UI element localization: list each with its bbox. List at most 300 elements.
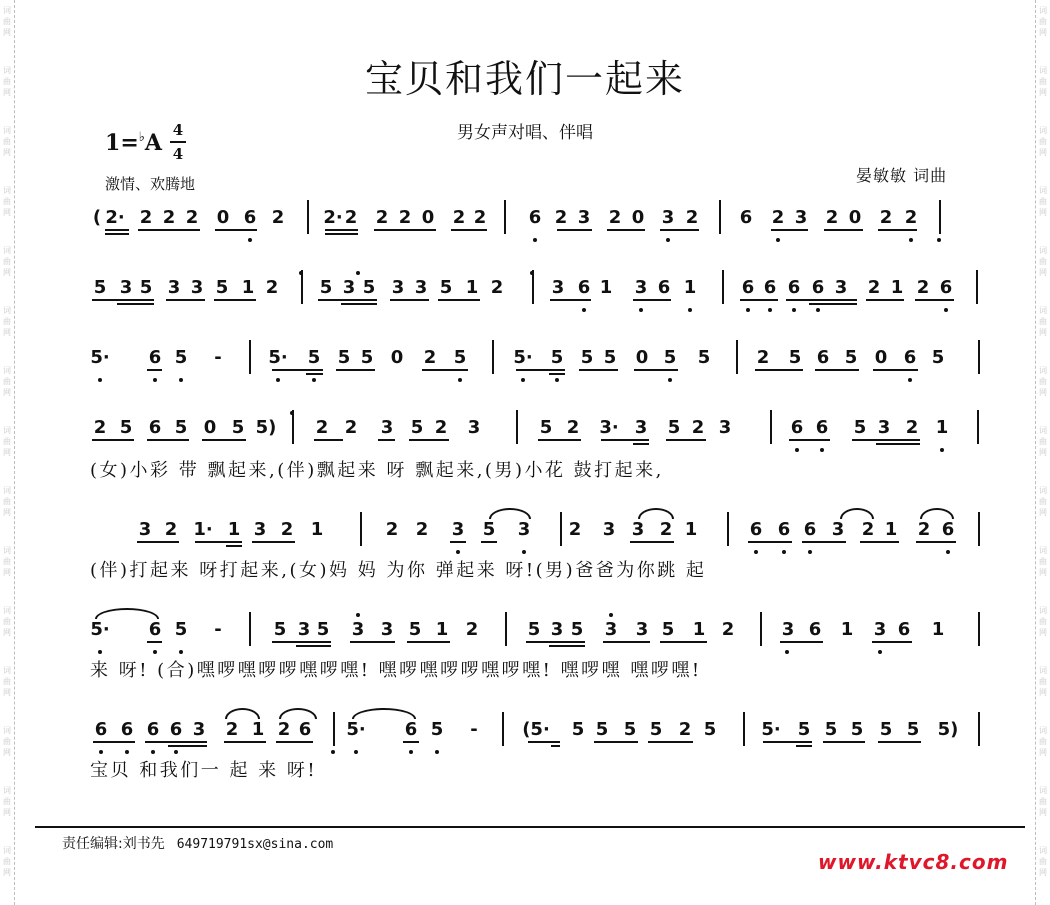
note: 6 bbox=[169, 719, 183, 740]
barline bbox=[502, 712, 504, 746]
watermark-glyph: 词 bbox=[1039, 546, 1047, 555]
watermark-glyph: 网 bbox=[1039, 688, 1047, 697]
watermark-glyph: 曲 bbox=[3, 857, 11, 866]
watermark-glyph: 网 bbox=[3, 868, 11, 877]
watermark-glyph: 词 bbox=[3, 786, 11, 795]
note: 5 bbox=[362, 277, 376, 298]
watermark-glyph: 网 bbox=[3, 688, 11, 697]
note: 1 bbox=[241, 277, 255, 298]
note: 5 bbox=[453, 347, 467, 368]
watermark-glyph: 网 bbox=[1039, 28, 1047, 37]
note: 2 bbox=[398, 207, 412, 228]
barline bbox=[505, 612, 507, 646]
underline bbox=[314, 439, 343, 441]
note: 1 bbox=[684, 519, 698, 540]
low-octave-dot bbox=[555, 378, 559, 382]
note: 3 bbox=[794, 207, 808, 228]
note: 5 bbox=[174, 619, 188, 640]
underline bbox=[634, 369, 678, 371]
barline bbox=[722, 270, 724, 304]
watermark-glyph: 曲 bbox=[3, 197, 11, 206]
watermark-glyph: 词 bbox=[3, 246, 11, 255]
note: 2 bbox=[265, 277, 279, 298]
note: 3 bbox=[517, 519, 531, 540]
note: 6 bbox=[803, 519, 817, 540]
watermark-glyph: 词 bbox=[3, 426, 11, 435]
watermark-glyph: 网 bbox=[3, 388, 11, 397]
underline bbox=[852, 439, 920, 441]
watermark-glyph: 网 bbox=[1039, 328, 1047, 337]
underline bbox=[214, 299, 256, 301]
low-octave-dot bbox=[639, 308, 643, 312]
flat-sign: ♭ bbox=[138, 130, 145, 145]
watermark-glyph: 网 bbox=[1039, 748, 1047, 757]
note: 1 bbox=[251, 719, 265, 740]
note: 2 bbox=[344, 417, 358, 438]
watermark-glyph: 词 bbox=[1039, 306, 1047, 315]
watermark-glyph: 词 bbox=[3, 366, 11, 375]
watermark-glyph: 词 bbox=[1039, 186, 1047, 195]
key-eq: = bbox=[120, 130, 139, 156]
watermark-glyph: 网 bbox=[1039, 88, 1047, 97]
watermark-glyph: 网 bbox=[3, 448, 11, 457]
low-octave-dot bbox=[820, 448, 824, 452]
underline bbox=[306, 373, 323, 375]
note: 0 bbox=[203, 417, 217, 438]
note: 0 bbox=[216, 207, 230, 228]
note: 2 bbox=[685, 207, 699, 228]
underline bbox=[633, 443, 649, 445]
footer bbox=[62, 833, 333, 853]
note: 5 bbox=[273, 619, 287, 640]
note: 2 bbox=[225, 719, 239, 740]
note: 2 bbox=[164, 519, 178, 540]
lyrics-line: (女)小彩 带 飘起来,(伴)飘起来 呀 飘起来,(男)小花 鼓打起来, bbox=[90, 460, 664, 481]
low-octave-dot bbox=[458, 378, 462, 382]
site-logo[interactable]: www.ktvc8.com bbox=[818, 850, 1009, 874]
note: 6 bbox=[811, 277, 825, 298]
note: 5 bbox=[844, 347, 858, 368]
barline bbox=[719, 200, 721, 234]
barline bbox=[301, 270, 303, 304]
low-octave-dot bbox=[582, 308, 586, 312]
note: 2 bbox=[185, 207, 199, 228]
watermark-glyph: 曲 bbox=[3, 137, 11, 146]
watermark-glyph: 网 bbox=[3, 328, 11, 337]
watermark-glyph: 网 bbox=[1039, 808, 1047, 817]
note: 5 bbox=[667, 417, 681, 438]
watermark-glyph: 曲 bbox=[1039, 77, 1047, 86]
note: 6 bbox=[763, 277, 777, 298]
watermark-glyph: 曲 bbox=[1039, 257, 1047, 266]
watermark-glyph: 词 bbox=[3, 726, 11, 735]
underline bbox=[551, 745, 560, 747]
barline bbox=[977, 410, 979, 444]
underline bbox=[226, 545, 242, 547]
note: 2 bbox=[568, 519, 582, 540]
editor-email[interactable]: 649719791sx@sina.com bbox=[176, 837, 334, 852]
note: 1 bbox=[435, 619, 449, 640]
barline bbox=[307, 200, 309, 234]
low-octave-dot bbox=[782, 550, 786, 554]
underline bbox=[755, 369, 803, 371]
note: 2 bbox=[93, 417, 107, 438]
note: 6 bbox=[808, 619, 822, 640]
tie-slur bbox=[638, 508, 674, 519]
watermark-glyph: 网 bbox=[3, 148, 11, 157]
barline bbox=[516, 410, 518, 444]
barline bbox=[492, 340, 494, 374]
low-octave-dot bbox=[937, 238, 941, 242]
barline bbox=[727, 512, 729, 546]
tie-slur bbox=[489, 508, 531, 519]
note: 6 bbox=[739, 207, 753, 228]
watermark-glyph: 词 bbox=[1039, 126, 1047, 135]
note: 2 bbox=[659, 519, 673, 540]
low-octave-dot bbox=[153, 650, 157, 654]
underline bbox=[325, 229, 358, 231]
note: 2 bbox=[490, 277, 504, 298]
note: 5 bbox=[850, 719, 864, 740]
low-octave-dot bbox=[754, 550, 758, 554]
barline bbox=[978, 512, 980, 546]
note: 2· bbox=[105, 207, 125, 228]
underline bbox=[215, 229, 257, 231]
note: 0 bbox=[631, 207, 645, 228]
note: 2 bbox=[566, 417, 580, 438]
note: 3 bbox=[119, 277, 133, 298]
low-octave-dot bbox=[521, 378, 525, 382]
note: 5 bbox=[93, 277, 107, 298]
low-octave-dot bbox=[409, 750, 413, 754]
high-octave-dot bbox=[356, 271, 360, 275]
note: 1· bbox=[193, 519, 213, 540]
underline bbox=[603, 641, 650, 643]
barline bbox=[504, 200, 506, 234]
note: 2 bbox=[162, 207, 176, 228]
underline bbox=[403, 741, 419, 743]
note: 5 bbox=[360, 347, 374, 368]
note: 2 bbox=[473, 207, 487, 228]
watermark-glyph: 词 bbox=[3, 126, 11, 135]
watermark-glyph: 网 bbox=[3, 568, 11, 577]
barline bbox=[743, 712, 745, 746]
underline bbox=[409, 439, 449, 441]
underline bbox=[481, 541, 497, 543]
high-octave-dot bbox=[530, 271, 534, 275]
watermark-glyph: 曲 bbox=[1039, 677, 1047, 686]
note: 3 bbox=[877, 417, 891, 438]
underline bbox=[117, 303, 154, 305]
barline bbox=[292, 410, 294, 444]
watermark-glyph: 词 bbox=[3, 486, 11, 495]
watermark-glyph: 词 bbox=[3, 186, 11, 195]
low-octave-dot bbox=[179, 378, 183, 382]
watermark-glyph: 词 bbox=[3, 666, 11, 675]
note: 3 bbox=[635, 619, 649, 640]
note: 3 bbox=[190, 277, 204, 298]
note: 6 bbox=[777, 519, 791, 540]
author-credit: 晏敏敏 词曲 bbox=[856, 166, 948, 185]
note: 2 bbox=[271, 207, 285, 228]
note: 5 bbox=[797, 719, 811, 740]
note: 6 bbox=[897, 619, 911, 640]
watermark-glyph: 词 bbox=[1039, 66, 1047, 75]
underline bbox=[549, 645, 585, 647]
watermark-glyph: 曲 bbox=[1039, 197, 1047, 206]
low-octave-dot bbox=[435, 750, 439, 754]
note: 2 bbox=[280, 519, 294, 540]
watermark-glyph: 词 bbox=[1039, 246, 1047, 255]
barline bbox=[978, 712, 980, 746]
underline bbox=[601, 439, 649, 441]
underline bbox=[296, 645, 331, 647]
note: 2 bbox=[423, 347, 437, 368]
watermark-glyph: 词 bbox=[3, 606, 11, 615]
watermark-glyph: 曲 bbox=[3, 437, 11, 446]
note: 6 bbox=[577, 277, 591, 298]
underline bbox=[666, 439, 706, 441]
note: 1 bbox=[840, 619, 854, 640]
tie-slur bbox=[920, 508, 954, 519]
watermark-glyph: 曲 bbox=[3, 617, 11, 626]
watermark-glyph: 网 bbox=[1039, 268, 1047, 277]
lyrics-line: (伴)打起来 呀打起来,(女)妈 妈 为你 弹起来 呀!(男)爸爸为你跳 起 bbox=[90, 560, 707, 581]
low-octave-dot bbox=[944, 308, 948, 312]
underline bbox=[105, 233, 129, 235]
note: 5 bbox=[603, 347, 617, 368]
note: 3 bbox=[550, 619, 564, 640]
note: 6 bbox=[94, 719, 108, 740]
barline bbox=[978, 612, 980, 646]
barline bbox=[560, 512, 562, 546]
underline bbox=[538, 439, 581, 441]
watermark-glyph: 网 bbox=[3, 808, 11, 817]
barline bbox=[978, 340, 980, 374]
note: 1 bbox=[692, 619, 706, 640]
watermark-glyph: 词 bbox=[3, 66, 11, 75]
note: - bbox=[214, 619, 222, 640]
note: 5) bbox=[255, 417, 277, 438]
barline bbox=[976, 270, 978, 304]
watermark-glyph: 网 bbox=[1039, 868, 1047, 877]
underline bbox=[407, 641, 450, 643]
underline bbox=[272, 641, 331, 643]
note: 5 bbox=[319, 277, 333, 298]
note: 5 bbox=[439, 277, 453, 298]
note: 6 bbox=[815, 417, 829, 438]
barline bbox=[939, 200, 941, 234]
note: 5· bbox=[268, 347, 288, 368]
underline bbox=[594, 741, 638, 743]
note: 5 bbox=[570, 619, 584, 640]
lyrics-line: 来 呀! (合)嘿啰嘿啰啰嘿啰嘿! 嘿啰嘿啰啰嘿啰嘿! 嘿啰嘿 嘿啰嘿! bbox=[90, 660, 702, 681]
note: 5 bbox=[307, 347, 321, 368]
watermark-glyph: 网 bbox=[1039, 388, 1047, 397]
watermark-glyph: 网 bbox=[1039, 568, 1047, 577]
watermark-glyph: 词 bbox=[1039, 486, 1047, 495]
underline bbox=[802, 541, 846, 543]
note: 3 bbox=[661, 207, 675, 228]
low-octave-dot bbox=[816, 308, 820, 312]
underline bbox=[878, 741, 921, 743]
underline bbox=[660, 641, 707, 643]
note: 5 bbox=[906, 719, 920, 740]
low-octave-dot bbox=[456, 550, 460, 554]
underline bbox=[390, 299, 429, 301]
note: 6 bbox=[657, 277, 671, 298]
low-octave-dot bbox=[98, 378, 102, 382]
underline bbox=[915, 299, 954, 301]
low-octave-dot bbox=[248, 238, 252, 242]
underline bbox=[557, 229, 592, 231]
underline bbox=[789, 439, 830, 441]
underline bbox=[873, 369, 918, 371]
underline bbox=[860, 541, 899, 543]
underline bbox=[763, 741, 812, 743]
tie-slur bbox=[279, 708, 317, 719]
watermark-glyph: 曲 bbox=[1039, 557, 1047, 566]
underline bbox=[771, 229, 808, 231]
low-octave-dot bbox=[99, 750, 103, 754]
key-note: A bbox=[144, 130, 162, 156]
low-octave-dot bbox=[666, 238, 670, 242]
note: 5 bbox=[139, 277, 153, 298]
note: 2 bbox=[465, 619, 479, 640]
note: 3 bbox=[391, 277, 405, 298]
underline bbox=[374, 229, 436, 231]
underline bbox=[202, 439, 246, 441]
note: 3 bbox=[634, 417, 648, 438]
watermark-glyph: 曲 bbox=[1039, 437, 1047, 446]
tie-slur bbox=[352, 708, 416, 719]
note: 2 bbox=[315, 417, 329, 438]
watermark-glyph: 词 bbox=[1039, 606, 1047, 615]
note: 0 bbox=[390, 347, 404, 368]
watermark-glyph: 曲 bbox=[1039, 377, 1047, 386]
barline bbox=[770, 410, 772, 444]
barline bbox=[249, 612, 251, 646]
lyrics-line: 宝贝 和我们一 起 来 呀! bbox=[90, 760, 318, 781]
time-numerator: 4 bbox=[172, 121, 184, 139]
underline bbox=[224, 741, 266, 743]
note: 1 bbox=[683, 277, 697, 298]
note: 2· bbox=[323, 207, 343, 228]
barline bbox=[736, 340, 738, 374]
watermark-glyph: 曲 bbox=[1039, 17, 1047, 26]
low-octave-dot bbox=[533, 238, 537, 242]
watermark-glyph: 曲 bbox=[3, 677, 11, 686]
note: 3 bbox=[631, 519, 645, 540]
underline bbox=[105, 229, 129, 231]
note: 3 bbox=[138, 519, 152, 540]
note: 2 bbox=[385, 519, 399, 540]
underline bbox=[748, 541, 792, 543]
note: 5 bbox=[703, 719, 717, 740]
watermark-glyph: 网 bbox=[3, 508, 11, 517]
underline bbox=[550, 299, 591, 301]
watermark-glyph: 网 bbox=[1039, 508, 1047, 517]
note: 6 bbox=[939, 277, 953, 298]
note: 5 bbox=[482, 519, 496, 540]
note: 1 bbox=[465, 277, 479, 298]
underline bbox=[318, 299, 377, 301]
note: 2 bbox=[452, 207, 466, 228]
low-octave-dot bbox=[878, 650, 882, 654]
note: 5 bbox=[430, 719, 444, 740]
underline bbox=[809, 303, 857, 305]
low-octave-dot bbox=[312, 378, 316, 382]
underline bbox=[630, 541, 674, 543]
underline bbox=[815, 369, 859, 371]
low-octave-dot bbox=[354, 750, 358, 754]
underline bbox=[92, 439, 134, 441]
note: 5 bbox=[337, 347, 351, 368]
note: 5 bbox=[550, 347, 564, 368]
time-denominator: 4 bbox=[172, 145, 184, 163]
watermark-glyph: 曲 bbox=[1039, 617, 1047, 626]
low-octave-dot bbox=[125, 750, 129, 754]
low-octave-dot bbox=[795, 448, 799, 452]
watermark-glyph: 词 bbox=[1039, 786, 1047, 795]
watermark-glyph: 网 bbox=[3, 208, 11, 217]
note: 5 bbox=[663, 347, 677, 368]
underline bbox=[451, 229, 487, 231]
note: 6 bbox=[243, 207, 257, 228]
note: - bbox=[214, 347, 222, 368]
note: 3 bbox=[167, 277, 181, 298]
note: 5 bbox=[879, 719, 893, 740]
note: 1 bbox=[890, 277, 904, 298]
note: 0 bbox=[635, 347, 649, 368]
watermark-glyph: 曲 bbox=[1039, 857, 1047, 866]
underline bbox=[528, 741, 560, 743]
note: 5 bbox=[539, 417, 553, 438]
key-tonic: 1 bbox=[105, 130, 121, 156]
watermark-glyph: 网 bbox=[1039, 208, 1047, 217]
watermark-glyph: 曲 bbox=[3, 557, 11, 566]
note: 5 bbox=[623, 719, 637, 740]
underline bbox=[325, 233, 358, 235]
note: 2 bbox=[415, 519, 429, 540]
note: 3 bbox=[718, 417, 732, 438]
watermark-glyph: 词 bbox=[3, 306, 11, 315]
note: 6 bbox=[404, 719, 418, 740]
song-title: 宝贝和我们一起来 bbox=[364, 57, 685, 101]
watermark-glyph: 词 bbox=[1039, 426, 1047, 435]
note: 3 bbox=[577, 207, 591, 228]
watermark-glyph: 曲 bbox=[3, 497, 11, 506]
note: 2 bbox=[608, 207, 622, 228]
watermark-glyph: 网 bbox=[1039, 148, 1047, 157]
note: 2 bbox=[771, 207, 785, 228]
low-octave-dot bbox=[909, 238, 913, 242]
watermark-glyph: 词 bbox=[3, 846, 11, 855]
note: 3 bbox=[414, 277, 428, 298]
note: 2 bbox=[867, 277, 881, 298]
underline bbox=[147, 439, 189, 441]
underline bbox=[168, 745, 207, 747]
barline bbox=[333, 712, 335, 746]
underline bbox=[579, 369, 618, 371]
note: 6 bbox=[148, 417, 162, 438]
note: 6 bbox=[790, 417, 804, 438]
underline bbox=[350, 641, 395, 643]
low-octave-dot bbox=[174, 750, 178, 754]
note: 3 bbox=[604, 619, 618, 640]
editor-credit: 责任编辑:刘书先 bbox=[62, 836, 165, 852]
note: 1 bbox=[931, 619, 945, 640]
